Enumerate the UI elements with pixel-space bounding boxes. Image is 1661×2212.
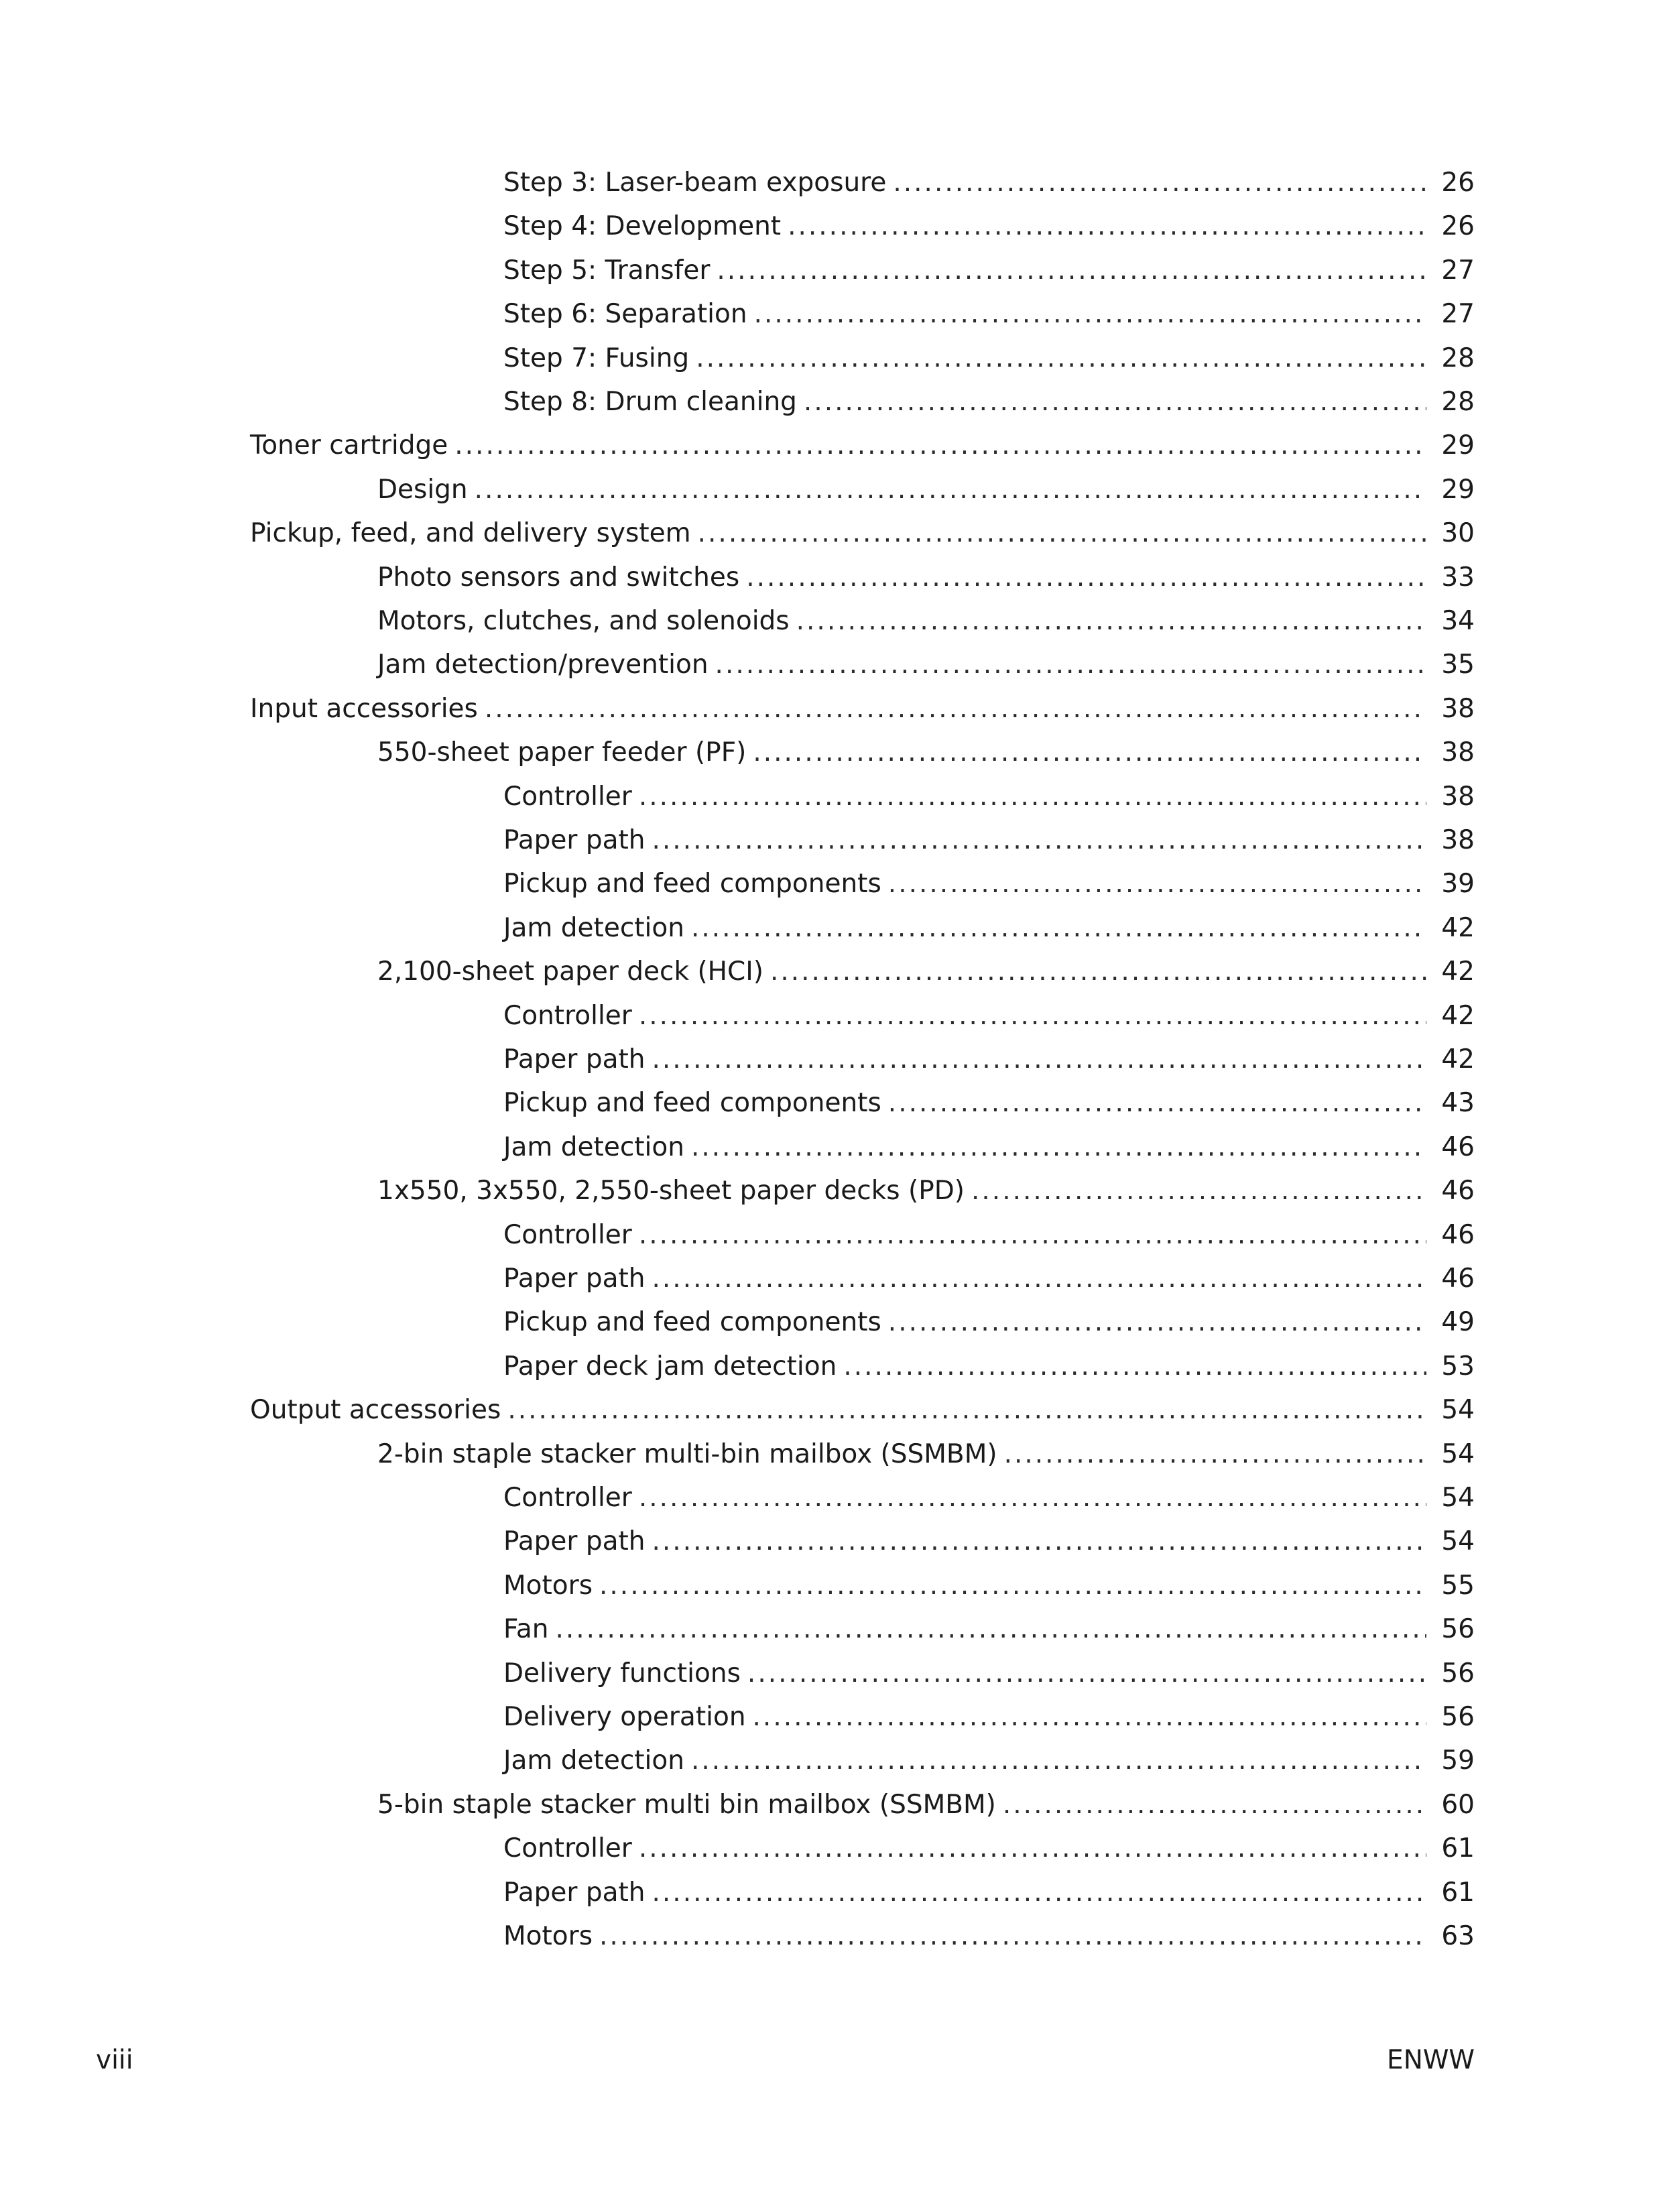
toc-entry-page-number: 42	[1441, 957, 1475, 987]
toc-dot-leader	[888, 864, 1426, 904]
toc-entry-title: Step 8: Drum cleaning	[503, 387, 797, 417]
toc-entry-page-number: 28	[1441, 387, 1475, 417]
toc-entry-title: Pickup and feed components	[503, 869, 881, 900]
toc-entry-page-number: 61	[1441, 1833, 1475, 1864]
toc-entry-page-number: 49	[1441, 1307, 1475, 1338]
toc-dot-leader	[1004, 1434, 1426, 1475]
toc-dot-leader	[599, 1916, 1426, 1957]
toc-entry-title: Step 7: Fusing	[503, 343, 690, 373]
toc-dot-leader	[747, 1654, 1426, 1694]
toc-entry-page-number: 26	[1441, 211, 1475, 242]
toc-entry-title: Input accessories	[250, 693, 478, 724]
toc-entry[interactable]	[503, 206, 1475, 247]
toc-dot-leader	[599, 1566, 1426, 1606]
toc-entry-title: 2,100-sheet paper deck (HCI)	[377, 957, 763, 987]
toc-entry[interactable]	[377, 733, 1475, 773]
toc-entry-title: Pickup and feed components	[503, 1088, 881, 1119]
toc-dot-leader	[715, 645, 1426, 685]
toc-entry[interactable]	[503, 294, 1475, 334]
toc-entry-page-number: 46	[1441, 1131, 1475, 1162]
toc-entry[interactable]	[503, 163, 1475, 203]
toc-entry-page-number: 54	[1441, 1483, 1475, 1513]
toc-dot-leader	[753, 1697, 1426, 1737]
toc-entry-page-number: 42	[1441, 1000, 1475, 1031]
toc-dot-leader	[639, 777, 1426, 817]
toc-entry[interactable]	[250, 1390, 1475, 1430]
toc-entry[interactable]	[503, 1127, 1475, 1168]
footer-page-number: viii	[96, 2045, 133, 2075]
toc-entry[interactable]	[503, 339, 1475, 379]
toc-entry-title: Jam detection	[503, 1131, 684, 1162]
toc-entry-page-number: 61	[1441, 1877, 1475, 1908]
toc-dot-leader	[652, 1040, 1426, 1080]
toc-entry-page-number: 30	[1441, 518, 1475, 549]
toc-dot-leader	[652, 1522, 1426, 1562]
toc-entry[interactable]	[503, 1259, 1475, 1299]
toc-entry[interactable]	[503, 1566, 1475, 1606]
toc-entry-title: Controller	[503, 781, 632, 812]
toc-entry-page-number: 26	[1441, 168, 1475, 198]
toc-entry-title: Step 3: Laser-beam exposure	[503, 168, 887, 198]
toc-entry[interactable]	[503, 1302, 1475, 1343]
toc-entry-title: Paper path	[503, 825, 645, 855]
toc-entry-page-number: 56	[1441, 1614, 1475, 1645]
toc-entry-title: 2-bin staple stacker multi-bin mailbox (SSMBM)	[377, 1438, 997, 1469]
toc-entry-title: Paper deck jam detection	[503, 1351, 837, 1381]
toc-entry-title: Fan	[503, 1614, 549, 1645]
toc-entry[interactable]	[377, 952, 1475, 992]
toc-dot-leader	[888, 1083, 1426, 1123]
toc-dot-leader	[475, 470, 1426, 510]
toc-entry-title: Jam detection/prevention	[377, 650, 709, 680]
toc-entry[interactable]	[377, 645, 1475, 685]
toc-entry-title: Delivery operation	[503, 1702, 746, 1732]
toc-dot-leader	[753, 733, 1426, 773]
toc-dot-leader	[698, 513, 1426, 554]
toc-entry[interactable]	[503, 1478, 1475, 1518]
toc-dot-leader	[639, 1478, 1426, 1518]
toc-entry-page-number: 59	[1441, 1745, 1475, 1776]
toc-entry-page-number: 38	[1441, 737, 1475, 768]
toc-entry[interactable]	[503, 1215, 1475, 1255]
toc-dot-leader	[1003, 1785, 1426, 1825]
toc-entry[interactable]	[503, 864, 1475, 904]
toc-entry[interactable]	[377, 1434, 1475, 1475]
toc-entry[interactable]	[503, 820, 1475, 861]
toc-entry-title: Step 6: Separation	[503, 299, 747, 330]
toc-entry[interactable]	[503, 1741, 1475, 1781]
toc-entry-title: Toner cartridge	[250, 430, 448, 461]
toc-dot-leader	[485, 689, 1426, 729]
toc-entry[interactable]	[503, 1654, 1475, 1694]
toc-entry-title: Controller	[503, 1219, 632, 1250]
toc-dot-leader	[796, 601, 1426, 641]
toc-entry[interactable]	[503, 1609, 1475, 1650]
toc-entry[interactable]	[503, 251, 1475, 291]
toc-dot-leader	[691, 908, 1426, 948]
toc-entry-page-number: 33	[1441, 562, 1475, 593]
toc-entry[interactable]	[250, 426, 1475, 466]
toc-entry-page-number: 46	[1441, 1264, 1475, 1294]
toc-entry-title: Controller	[503, 1483, 632, 1513]
toc-entry-title: Output accessories	[250, 1395, 501, 1426]
toc-dot-leader	[639, 996, 1426, 1036]
toc-dot-leader	[652, 1259, 1426, 1299]
toc-dot-leader	[788, 206, 1426, 247]
toc-entry-page-number: 38	[1441, 781, 1475, 812]
toc-entry-title: Controller	[503, 1833, 632, 1864]
toc-entry-title: Paper path	[503, 1264, 645, 1294]
toc-entry-page-number: 29	[1441, 430, 1475, 461]
toc-entry[interactable]	[503, 1697, 1475, 1737]
toc-dot-leader	[843, 1347, 1426, 1387]
toc-entry-title: 550-sheet paper feeder (PF)	[377, 737, 747, 768]
toc-dot-leader	[717, 251, 1426, 291]
toc-entry-page-number: 54	[1441, 1395, 1475, 1426]
toc-dot-leader	[746, 558, 1426, 598]
toc-entry-page-number: 38	[1441, 693, 1475, 724]
toc-entry-page-number: 38	[1441, 825, 1475, 855]
toc-entry-title: Paper path	[503, 1044, 645, 1074]
toc-entry-title: Jam detection	[503, 1745, 684, 1776]
toc-entry[interactable]	[377, 601, 1475, 641]
toc-entry-page-number: 46	[1441, 1219, 1475, 1250]
toc-entry-page-number: 42	[1441, 1044, 1475, 1074]
toc-dot-leader	[652, 820, 1426, 861]
toc-entry-title: Step 5: Transfer	[503, 255, 711, 286]
toc-entry-title: 1x550, 3x550, 2,550-sheet paper decks (PD)	[377, 1176, 965, 1207]
toc-entry[interactable]	[503, 1040, 1475, 1080]
footer-label: ENWW	[1387, 2045, 1475, 2075]
toc-dot-leader	[639, 1829, 1426, 1869]
toc-entry-title: Photo sensors and switches	[377, 562, 740, 593]
toc-entry-page-number: 53	[1441, 1351, 1475, 1381]
toc-entry-page-number: 42	[1441, 912, 1475, 943]
toc-entry[interactable]	[503, 1829, 1475, 1869]
toc-dot-leader	[804, 382, 1426, 422]
toc-entry[interactable]	[250, 689, 1475, 729]
toc-entry-page-number: 34	[1441, 606, 1475, 636]
toc-entry[interactable]	[503, 908, 1475, 948]
toc-entry-page-number: 55	[1441, 1570, 1475, 1601]
toc-entry[interactable]	[377, 1785, 1475, 1825]
toc-entry-page-number: 63	[1441, 1921, 1475, 1951]
toc-dot-leader	[770, 952, 1426, 992]
toc-entry[interactable]	[250, 513, 1475, 554]
toc-dot-leader	[696, 339, 1426, 379]
toc-entry-title: Controller	[503, 1000, 632, 1031]
toc-entry-page-number: 56	[1441, 1658, 1475, 1688]
toc-entry[interactable]	[503, 1873, 1475, 1913]
toc-entry-page-number: 27	[1441, 299, 1475, 330]
toc-entry[interactable]	[503, 1916, 1475, 1957]
toc-entry[interactable]	[377, 470, 1475, 510]
toc-entry-page-number: 56	[1441, 1702, 1475, 1732]
toc-entry-title: Motors	[503, 1570, 593, 1601]
toc-entry[interactable]	[503, 777, 1475, 817]
toc-entry-title: Paper path	[503, 1877, 645, 1908]
toc-entry-title: Jam detection	[503, 912, 684, 943]
toc-entry-page-number: 46	[1441, 1176, 1475, 1207]
toc-dot-leader	[893, 163, 1426, 203]
toc-dot-leader	[691, 1741, 1426, 1781]
toc-dot-leader	[691, 1127, 1426, 1168]
toc-entry[interactable]	[377, 558, 1475, 598]
toc-entry-title: Motors, clutches, and solenoids	[377, 606, 790, 636]
toc-entry-page-number: 43	[1441, 1088, 1475, 1119]
toc-dot-leader	[754, 294, 1426, 334]
toc-entry-page-number: 35	[1441, 650, 1475, 680]
toc-entry-page-number: 28	[1441, 343, 1475, 373]
toc-dot-leader	[639, 1215, 1426, 1255]
toc-entry[interactable]	[503, 1083, 1475, 1123]
toc-dot-leader	[555, 1609, 1426, 1650]
toc-entry-page-number: 27	[1441, 255, 1475, 286]
toc-entry[interactable]	[503, 382, 1475, 422]
toc-entry-title: Pickup, feed, and delivery system	[250, 518, 691, 549]
toc-dot-leader	[652, 1873, 1426, 1913]
toc-entry-title: Pickup and feed components	[503, 1307, 881, 1338]
toc-dot-leader	[971, 1171, 1426, 1211]
toc-entry-page-number: 39	[1441, 869, 1475, 900]
toc-entry[interactable]	[503, 996, 1475, 1036]
toc-entry-title: Delivery functions	[503, 1658, 741, 1688]
toc-entry-title: 5-bin staple stacker multi bin mailbox (SSMBM)	[377, 1789, 996, 1820]
toc-entry-title: Design	[377, 474, 468, 505]
toc-entry-page-number: 29	[1441, 474, 1475, 505]
toc-entry-page-number: 54	[1441, 1438, 1475, 1469]
toc-entry[interactable]	[503, 1347, 1475, 1387]
toc-entry[interactable]	[377, 1171, 1475, 1211]
toc-entry-title: Step 4: Development	[503, 211, 782, 242]
toc-entry-page-number: 60	[1441, 1789, 1475, 1820]
toc-dot-leader	[454, 426, 1426, 466]
toc-entry-title: Motors	[503, 1921, 593, 1951]
toc-entry-page-number: 54	[1441, 1526, 1475, 1557]
toc-dot-leader	[507, 1390, 1426, 1430]
toc-entry[interactable]	[503, 1522, 1475, 1562]
toc-dot-leader	[888, 1302, 1426, 1343]
toc-entry-title: Paper path	[503, 1526, 645, 1557]
